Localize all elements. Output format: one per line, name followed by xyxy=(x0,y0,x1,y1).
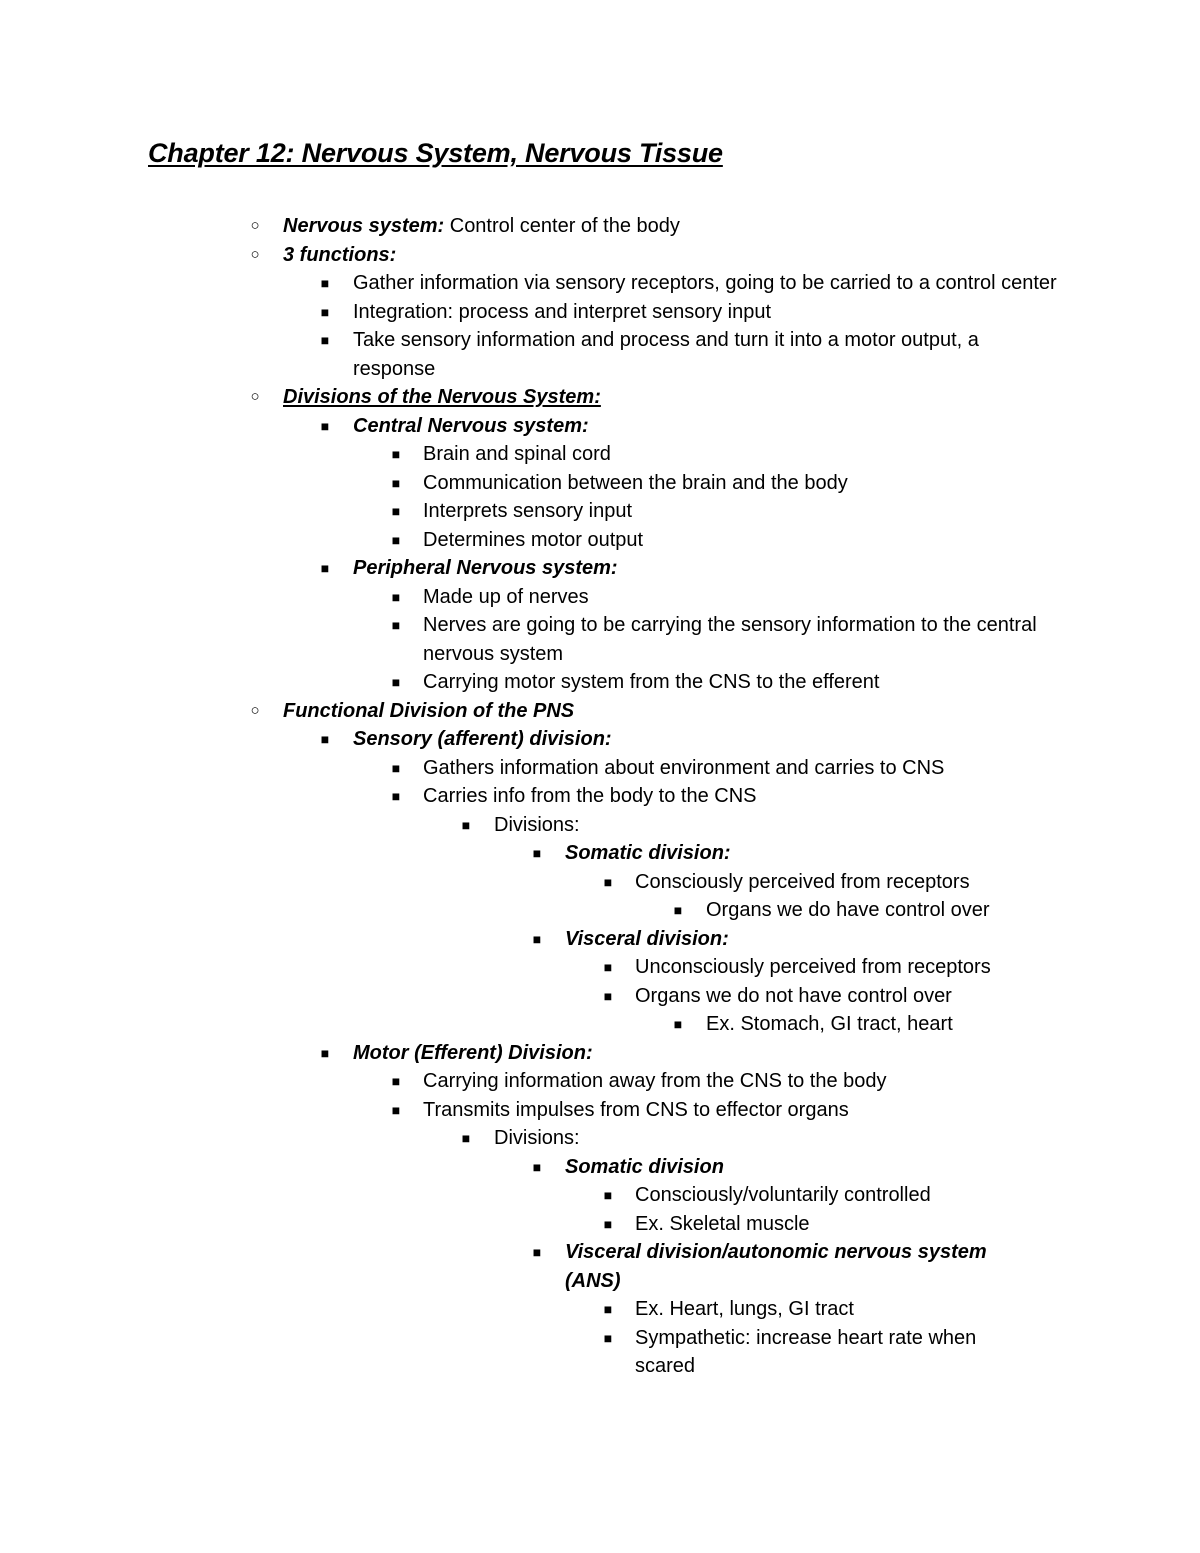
filled-square-bullet-icon: ■ xyxy=(391,588,401,605)
filled-square-bullet-icon: ■ xyxy=(532,1244,542,1260)
outline-item xyxy=(0,1324,1200,1381)
outline-item xyxy=(0,1039,1200,1068)
outline-item xyxy=(0,1238,1200,1295)
outline-item xyxy=(0,611,1200,668)
outline-item-text xyxy=(565,925,1035,954)
outline-item-text xyxy=(565,1153,1035,1182)
outline-item xyxy=(0,1295,1200,1324)
hollow-circle-bullet-icon: ○ xyxy=(250,245,260,263)
outline-item-text xyxy=(283,383,1063,412)
outline-item-text xyxy=(423,469,1063,498)
outline-item-text xyxy=(635,868,1035,897)
outline-item xyxy=(0,412,1200,441)
outline-item-text xyxy=(423,1096,1063,1125)
outline-item-text xyxy=(423,782,1063,811)
outline-item-label: Somatic division: xyxy=(565,842,731,864)
outline-item xyxy=(0,1067,1200,1096)
hollow-circle-bullet-icon: ○ xyxy=(250,388,260,405)
outline-item-body: Carrying information away from the CNS to the body xyxy=(423,1070,887,1092)
outline-item-body: Unconsciously perceived from receptors xyxy=(635,956,991,978)
filled-square-bullet-icon: ■ xyxy=(603,1329,613,1346)
outline-item-label: Visceral division: xyxy=(565,927,729,950)
outline-item xyxy=(0,269,1200,298)
outline-item xyxy=(0,583,1200,612)
filled-square-bullet-icon: ■ xyxy=(391,503,401,519)
outline-item-body: Interprets sensory input xyxy=(423,500,632,522)
outline-item-text xyxy=(423,440,1063,469)
outline-item-body: Carrying motor system from the CNS to the efferent xyxy=(423,671,880,693)
filled-square-bullet-icon: ■ xyxy=(320,731,330,747)
filled-square-bullet-icon: ■ xyxy=(461,816,471,833)
outline-item xyxy=(0,440,1200,469)
outline-item-text xyxy=(353,298,1063,327)
filled-square-bullet-icon: ■ xyxy=(532,930,542,947)
hollow-circle-bullet-icon: ○ xyxy=(250,701,260,719)
outline-item-body: Determines motor output xyxy=(423,528,644,551)
outline-item-label: 3 functions: xyxy=(283,243,397,266)
hollow-circle-bullet-icon: ○ xyxy=(250,217,260,234)
outline-item-text xyxy=(635,1295,1035,1324)
outline-item-text xyxy=(423,583,1063,612)
filled-square-bullet-icon: ■ xyxy=(391,1073,401,1089)
outline-item-text xyxy=(494,811,1064,840)
outline-item-body: Control center of the body xyxy=(444,215,680,237)
outline-item-text xyxy=(706,896,1046,925)
outline-item xyxy=(0,469,1200,498)
outline-item-text xyxy=(423,1067,1063,1096)
filled-square-bullet-icon: ■ xyxy=(532,845,542,861)
outline-item xyxy=(0,1124,1200,1153)
outline-item-body: Ex. Heart, lungs, GI tract xyxy=(635,1298,854,1320)
outline-item xyxy=(0,1210,1200,1239)
filled-square-bullet-icon: ■ xyxy=(603,1187,613,1203)
outline-item-body: Brain and spinal cord xyxy=(423,443,611,465)
filled-square-bullet-icon: ■ xyxy=(461,1130,471,1146)
outline-item-body: Carries info from the body to the CNS xyxy=(423,785,757,807)
outline-item xyxy=(0,896,1200,925)
outline-item-text xyxy=(283,241,1063,270)
outline-item-label: Functional Division of the PNS xyxy=(283,699,575,722)
outline-item xyxy=(0,326,1200,383)
outline-item-text xyxy=(353,725,1063,754)
filled-square-bullet-icon: ■ xyxy=(320,275,330,291)
filled-square-bullet-icon: ■ xyxy=(603,873,613,890)
outline-item-body: Communication between the brain and the body xyxy=(423,471,848,494)
outline-item-body: Divisions: xyxy=(494,1127,580,1149)
outline-item-label: Peripheral Nervous system: xyxy=(353,557,618,579)
outline-item xyxy=(0,725,1200,754)
outline-item xyxy=(0,1181,1200,1210)
outline-item-text xyxy=(423,754,1063,783)
filled-square-bullet-icon: ■ xyxy=(320,303,330,320)
outline-item-text xyxy=(423,497,1063,526)
filled-square-bullet-icon: ■ xyxy=(391,788,401,804)
outline-item xyxy=(0,298,1200,327)
outline-item-text xyxy=(494,1124,1064,1153)
outline-item-text xyxy=(635,1210,1035,1239)
filled-square-bullet-icon: ■ xyxy=(320,560,330,576)
filled-square-bullet-icon: ■ xyxy=(603,987,613,1004)
outline-item-body: Sympathetic: increase heart rate when scared xyxy=(635,1326,977,1377)
outline-item-label: Central Nervous system: xyxy=(353,414,589,437)
outline-item-label: Sensory (afferent) division: xyxy=(353,728,612,750)
outline-item xyxy=(0,982,1200,1011)
outline-item-text xyxy=(635,1181,1035,1210)
outline-item-body: Take sensory information and process and turn it into a motor output, a response xyxy=(353,329,979,380)
outline-item-text xyxy=(283,212,1063,241)
filled-square-bullet-icon: ■ xyxy=(320,417,330,434)
outline-item xyxy=(0,953,1200,982)
filled-square-bullet-icon: ■ xyxy=(603,1301,613,1317)
filled-square-bullet-icon: ■ xyxy=(673,902,683,918)
outline-item-text xyxy=(423,526,1063,555)
outline-item-body: Transmits impulses from CNS to effector organs xyxy=(423,1098,849,1121)
outline-item xyxy=(0,925,1200,954)
outline-item xyxy=(0,782,1200,811)
outline-item xyxy=(0,1010,1200,1039)
outline-item-body: Gathers information about environment and carries to CNS xyxy=(423,756,945,779)
outline-item xyxy=(0,497,1200,526)
filled-square-bullet-icon: ■ xyxy=(320,332,330,348)
outline-item-label: Motor (Efferent) Division: xyxy=(353,1041,593,1064)
filled-square-bullet-icon: ■ xyxy=(391,531,401,548)
filled-square-bullet-icon: ■ xyxy=(391,474,401,491)
notes-outline xyxy=(0,212,1200,1381)
outline-item-text xyxy=(423,668,1063,697)
outline-item xyxy=(0,811,1200,840)
filled-square-bullet-icon: ■ xyxy=(391,759,401,776)
outline-item-text xyxy=(353,326,1063,383)
outline-item-label: Visceral division/autonomic nervous system (ANS) xyxy=(565,1241,987,1292)
outline-item-text xyxy=(635,1324,1035,1381)
outline-item-body: Organs we do have control over xyxy=(706,899,990,921)
filled-square-bullet-icon: ■ xyxy=(673,1016,683,1032)
outline-item-text xyxy=(565,1238,1035,1295)
outline-item-text xyxy=(635,982,1035,1011)
outline-item-body: Ex. Skeletal muscle xyxy=(635,1212,810,1235)
outline-item-body: Consciously/voluntarily controlled xyxy=(635,1184,931,1206)
filled-square-bullet-icon: ■ xyxy=(391,446,401,462)
outline-item-text xyxy=(353,269,1063,298)
outline-item xyxy=(0,754,1200,783)
outline-item-body: Gather information via sensory receptors, going to be carried to a control center xyxy=(353,272,1057,294)
outline-item-label: Nervous system: xyxy=(283,215,445,237)
outline-item xyxy=(0,554,1200,583)
outline-item-text xyxy=(423,611,1063,668)
outline-item xyxy=(0,1153,1200,1182)
outline-item-body: Made up of nerves xyxy=(423,585,589,608)
outline-item-text xyxy=(353,412,1063,441)
filled-square-bullet-icon: ■ xyxy=(391,1101,401,1118)
filled-square-bullet-icon: ■ xyxy=(391,674,401,690)
outline-item-text xyxy=(283,697,1063,726)
outline-item xyxy=(0,839,1200,868)
outline-item-text xyxy=(353,1039,1063,1068)
outline-item xyxy=(0,383,1200,412)
outline-item-label: Somatic division xyxy=(565,1155,724,1178)
outline-item-body: Integration: process and interpret sensory input xyxy=(353,300,772,323)
outline-item xyxy=(0,697,1200,726)
outline-item-text xyxy=(635,953,1035,982)
outline-item-body: Divisions: xyxy=(494,813,580,836)
filled-square-bullet-icon: ■ xyxy=(532,1158,542,1175)
filled-square-bullet-icon: ■ xyxy=(391,617,401,633)
outline-item-body: Consciously perceived from receptors xyxy=(635,870,970,893)
outline-item-label: Divisions of the Nervous System: xyxy=(283,386,601,408)
outline-item xyxy=(0,241,1200,270)
outline-item-body: Organs we do not have control over xyxy=(635,984,952,1007)
filled-square-bullet-icon: ■ xyxy=(603,959,613,975)
outline-item xyxy=(0,668,1200,697)
outline-item xyxy=(0,868,1200,897)
outline-item-body: Nerves are going to be carrying the sensory information to the central nervous system xyxy=(423,614,1037,665)
outline-item-text xyxy=(565,839,1035,868)
outline-item-body: Ex. Stomach, GI tract, heart xyxy=(706,1013,953,1035)
outline-item-text xyxy=(706,1010,1046,1039)
filled-square-bullet-icon: ■ xyxy=(320,1044,330,1061)
page-title: Chapter 12: Nervous System, Nervous Tissue xyxy=(148,138,723,168)
outline-item xyxy=(0,1096,1200,1125)
outline-item xyxy=(0,212,1200,241)
filled-square-bullet-icon: ■ xyxy=(603,1215,613,1232)
outline-item xyxy=(0,526,1200,555)
outline-item-text xyxy=(353,554,1063,583)
